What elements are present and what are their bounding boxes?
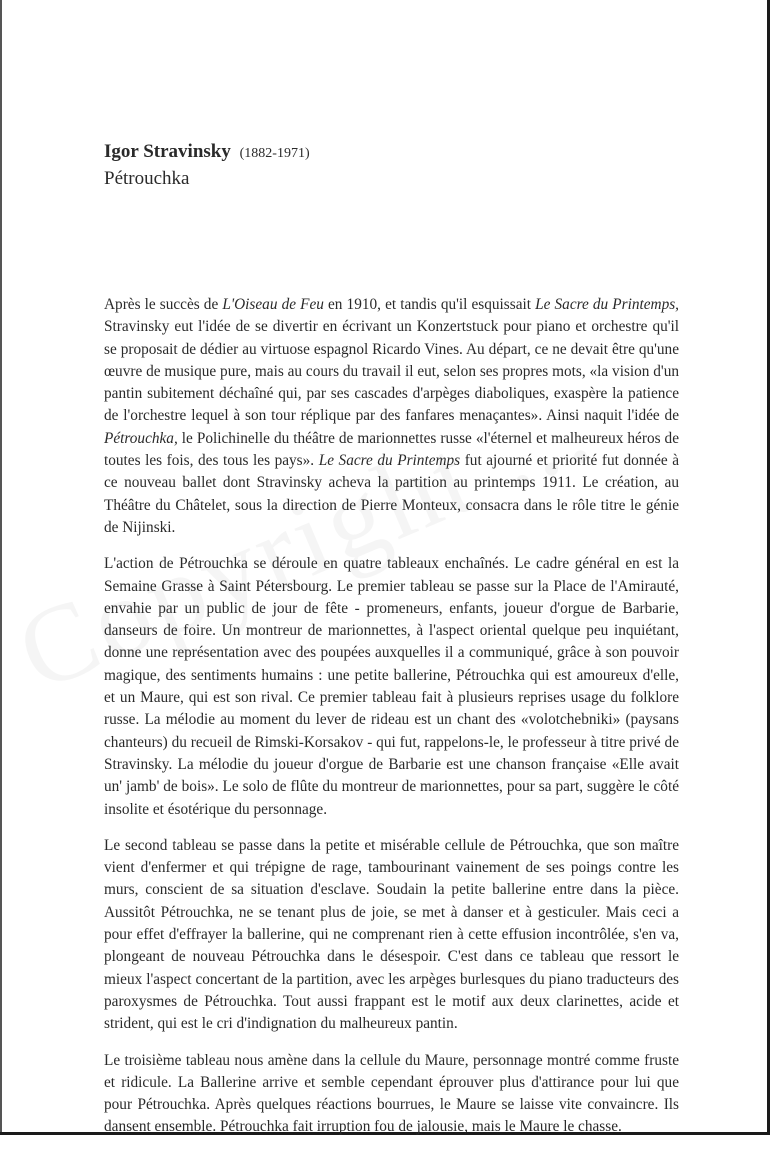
- text-run: fut ajourné et priorité fut donnée à ce nouveau ballet dont Stravinsky acheva la partition au printemps 1911. Le création, au Théâtre du Châtelet, sous la direction de Pierre Monteux, consacra dans le rôle titre le génie de Nijinski.: [104, 452, 680, 536]
- composer-line: [104, 140, 310, 166]
- text-run: Stravinsky eut l'idée de se divertir en écrivant un Konzertstuck pour piano et orchestre qu'il se proposait de dédier au virtuose espagnol Ricardo Vines. Au départ, ce ne devait être qu'une œuvre de musique pure, mais au cours du travail il eut, selon ses propres mots, «la vision d'un pantin subitement déchaîné qui, par ses cascades d'arpèges diaboliques, exaspère la patience de l'orchestre lequel à son tour réplique par des fanfares menaçantes». Ainsi naquit l'idée de: [104, 318, 679, 425]
- italic-title-run: Le Sacre du Printemps: [318, 452, 461, 470]
- text-run: Le second tableau se passe dans la petite et misérable cellule de Pétrouchka, que son maître vient d'enfermer et qui trépigne de rage, tambourinant vainement de ses poings contre les murs, conscient de sa situation d'esclave. Soudain la petite ballerine entre dans la pièce. Aussitôt Pétrouchka, ne se tenant plus de joie, se met à danser et à gesticuler. Mais ceci a pour effet d'effrayer la ballerine, qui ne comprenant rien à cette effusion incontrôlée, s'en va, plongeant de nouveau Pétrouchka dans le désespoir. C'est dans ce tableau que ressort le mieux l'aspect concertant de la partition, avec les arpèges burlesques du piano traducteurs des paroxysmes de Pétrouchka. Tout aussi frappant est le motif aux deux clarinettes, acide et strident, qui est le cri d'indignation du malheureux pantin.: [104, 836, 679, 1033]
- paragraph-4: [104, 1050, 679, 1139]
- italic-title-run: Pétrouchka,: [104, 429, 178, 447]
- article-body: [104, 294, 679, 1153]
- composer-dates: (1882-1971): [239, 146, 310, 161]
- text-run: en 1910, et tandis qu'il esquissait: [323, 296, 536, 313]
- paragraph-3: [104, 835, 679, 1036]
- scan-edge-left: [0, 0, 2, 1135]
- work-title: Pétrouchka: [104, 168, 190, 189]
- italic-title-run: Le Sacre du Printemps,: [535, 296, 680, 313]
- text-run: Après le succès de: [104, 296, 223, 313]
- composer-name: Igor Stravinsky: [104, 141, 231, 162]
- page-header: [104, 140, 310, 192]
- text-run: le Polichinelle du théâtre de marionnettes russe «l'éternel et malheureux héros de toutes les fois, des tous les pays».: [104, 429, 679, 470]
- paragraph-1: [104, 294, 679, 539]
- text-run: Le troisième tableau nous amène dans la cellule du Maure, personnage montré comme fruste et ridicule. La Ballerine arrive et semble cependant éprouver plus d'attirance pour lui que pour Pétrouchka. Après quelques réactions bourrues, le Maure se laisse vite convaincre. Ils dansent ensemble. Pétrouchka fait irruption fou de jalousie, mais le Maure le chasse.: [104, 1051, 679, 1136]
- italic-title-run: L'Oiseau de Feu: [222, 296, 324, 313]
- text-run: L'action de Pétrouchka se déroule en quatre tableaux enchaînés. Le cadre général en est la Semaine Grasse à Saint Pétersbourg. Le premier tableau se passe sur la Place de l'Amirauté, envahie par un public de jour de fête - promeneurs, enfants, joueur d'orgue de Barbarie, danseurs de foire. Un montreur de marionnettes, à l'aspect oriental quelque peu inquiétant, donne une représentation avec des poupées auxquelles il a communiqué, grâce à son pouvoir magique, des sentiments humains : une petite ballerine, Pétrouchka qui est amoureux d'elle, et un Maure, qui est son rival. Ce premier tableau fait à plusieurs reprises usage du folklore russe. La mélodie au moment du lever de rideau est un chant des «volotchebniki» (paysans chanteurs) du recueil de Rimski-Korsakov - qui fut, rappelons-le, le professeur à titre privé de Stravinsky. La mélodie du joueur d'orgue de Barbarie est une chanson française «Elle avait un' jamb' de bois». Le solo de flûte du montreur de marionnettes, pour sa part, suggère le côté insolite et ésotérique du personnage.: [104, 555, 679, 818]
- paragraph-2: [104, 553, 679, 821]
